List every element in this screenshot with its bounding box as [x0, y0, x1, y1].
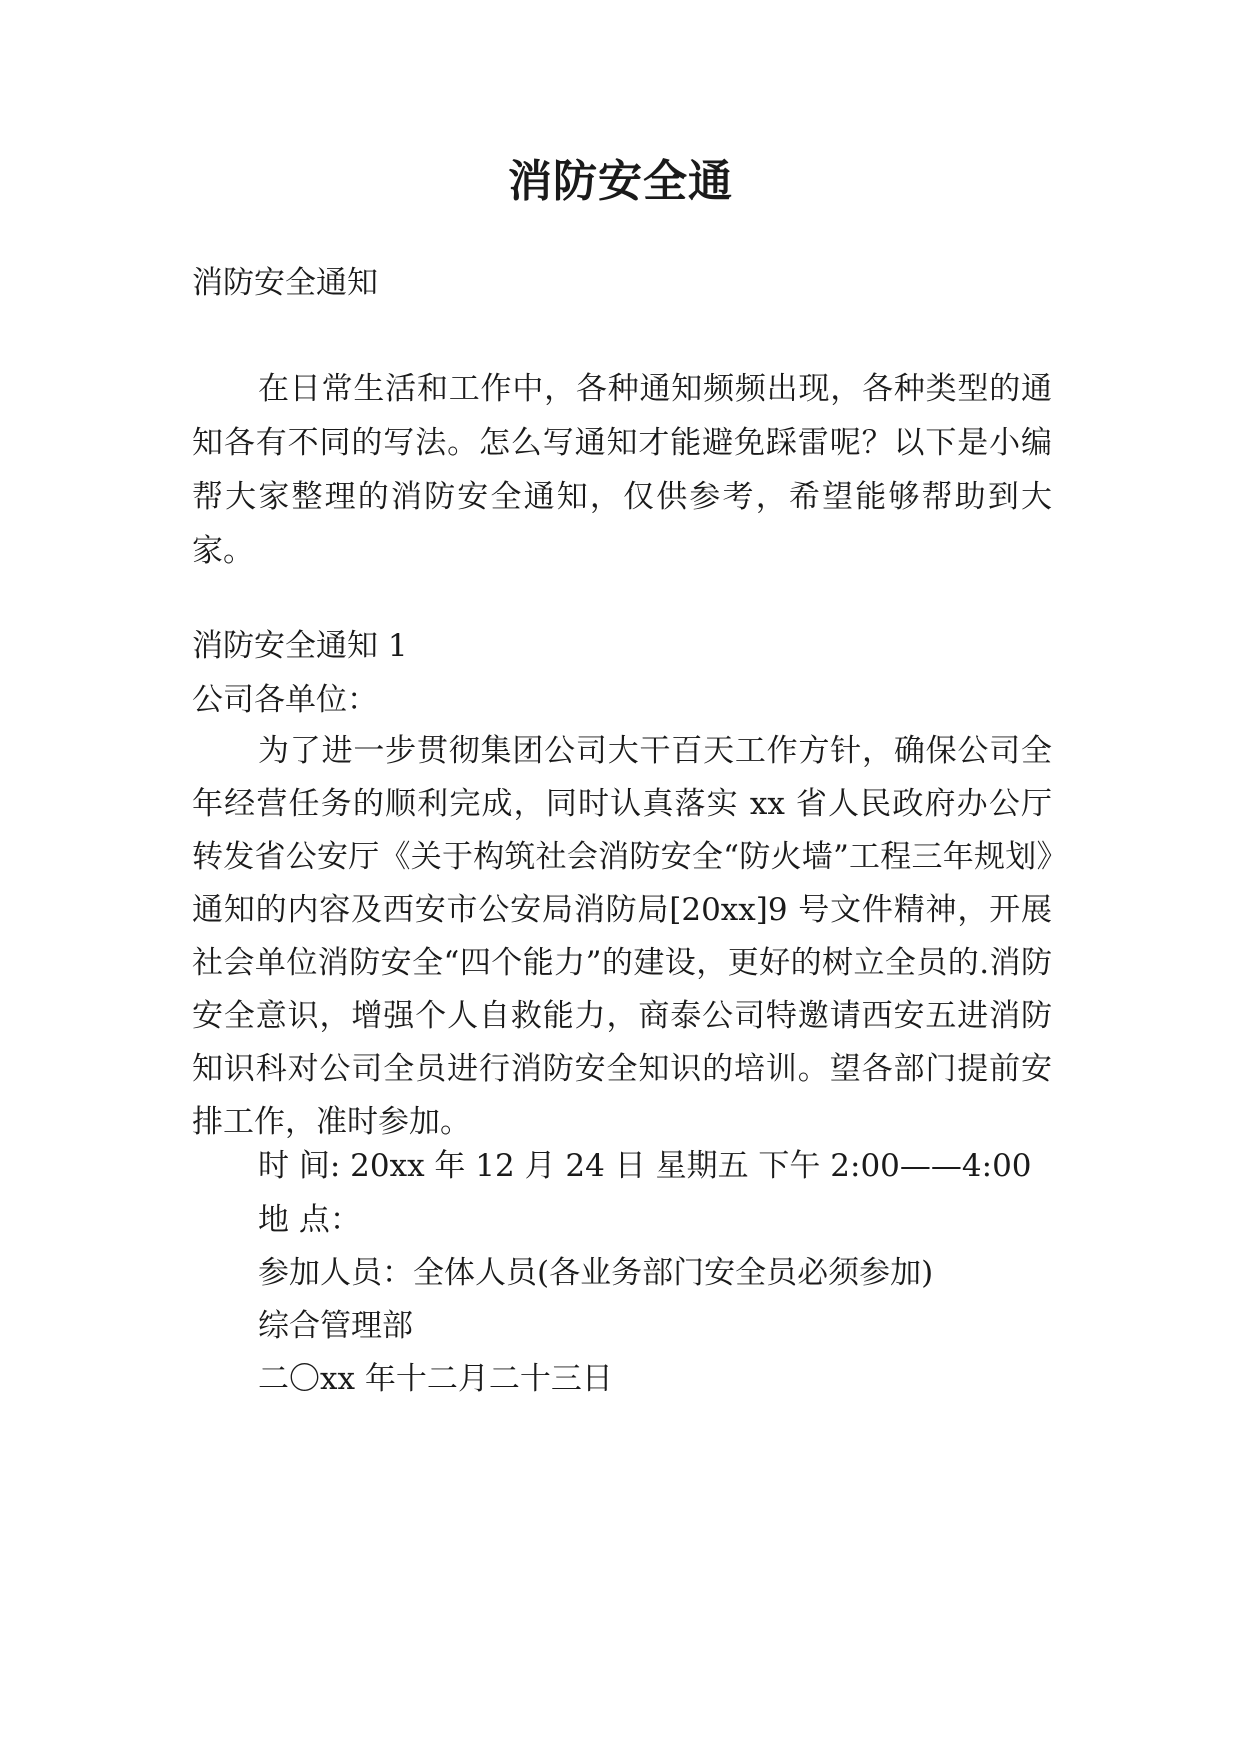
notice-body-paragraph: 为了进一步贯彻集团公司大干百天工作方针，确保公司全年经营任务的顺利完成，同时认真落实 xx 省人民政府办公厅转发省公安厅《关于构筑社会消防安全“防火墙”工程三年规划》通知的内容及西安市公安局消防局[20xx]9 号文件精神，开展社会单位消防安全“四个能力”的建设，更好的树立全员的.消防安全意识，增强个人自救能力，商泰公司特邀请西安五进消防知识科对公司全员进行消防安全知识的培训。望各部门提前安排工作，准时参加。	[192, 733, 1052, 1140]
section-title: 消防安全通知 1	[192, 628, 408, 664]
salutation: 公司各单位：	[192, 682, 378, 718]
document-date: 二〇xx 年十二月二十三日	[258, 1361, 613, 1397]
time-line: 时 间: 20xx 年 12 月 24 日 星期五 下午 2:00——4:00	[258, 1148, 1032, 1184]
place-line: 地 点：	[258, 1202, 361, 1238]
document-title: 消防安全通	[508, 156, 733, 207]
intro-paragraph: 在日常生活和工作中，各种通知频频出现，各种类型的通知各有不同的写法。怎么写通知才能避免踩雷呢？以下是小编帮大家整理的消防安全通知，仅供参考，希望能够帮助到大家。	[192, 371, 1052, 569]
department-signature: 综合管理部	[258, 1308, 413, 1344]
document-subtitle: 消防安全通知	[192, 265, 378, 301]
participants-line: 参加人员：全体人员(各业务部门安全员必须参加)	[258, 1255, 934, 1291]
